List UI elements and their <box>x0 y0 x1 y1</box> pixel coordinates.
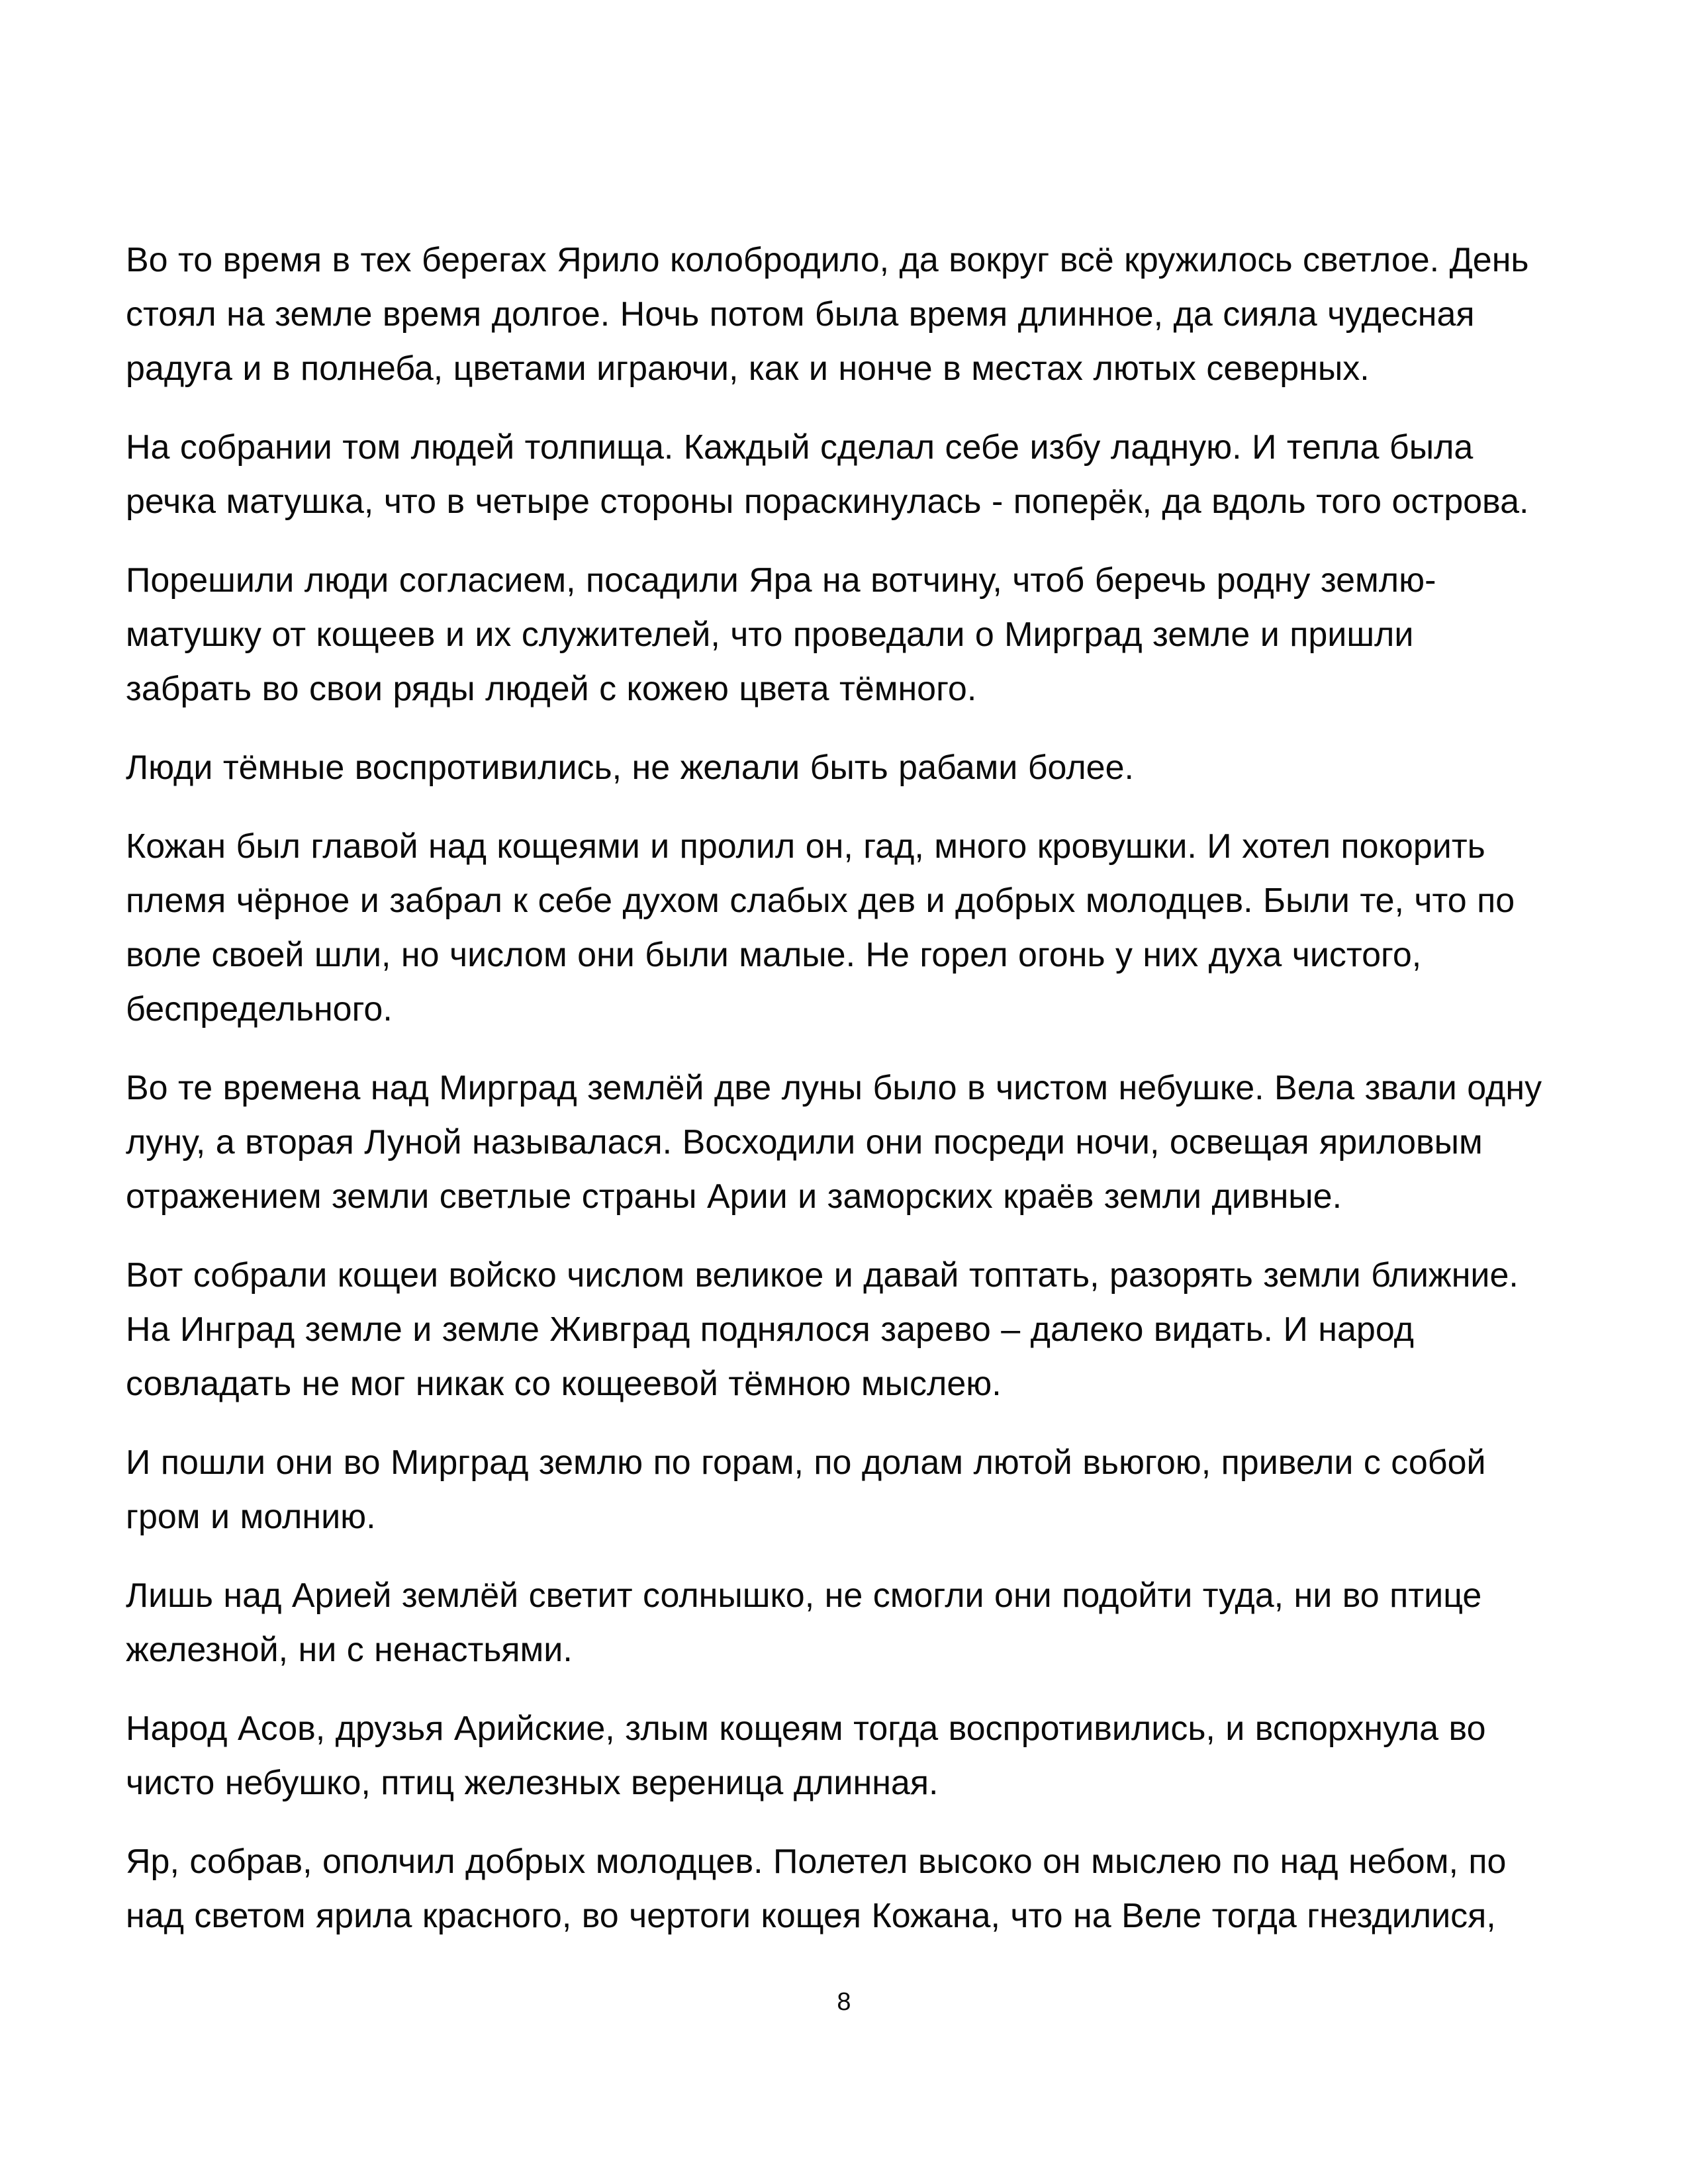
paragraph-10 <box>126 1702 1582 1810</box>
paragraph-11 <box>126 1835 1582 1943</box>
text-line: Народ Асов, друзья Арийские, злым кощеям тогда воспротивились, и вспорхнула во <box>126 1709 1486 1748</box>
page-body <box>126 233 1582 1968</box>
text-line: На собрании том людей толпища. Каждый сделал себе избу ладную. И тепла была <box>126 428 1474 467</box>
text-line: чисто небушко, птиц железных вереница длинная. <box>126 1764 939 1802</box>
text-line: матушку от кощеев и их служителей, что проведали о Мирград земле и пришли <box>126 615 1414 654</box>
paragraph-7 <box>126 1248 1582 1411</box>
paragraph-2 <box>126 420 1582 529</box>
text-line: Люди тёмные воспротивились, не желали быть рабами более. <box>126 749 1134 787</box>
paragraph-3 <box>126 553 1582 716</box>
text-line: Кожан был главой над кощеями и пролил он, гад, много кровушки. И хотел покорить <box>126 827 1485 866</box>
text-line: Вот собрали кощеи войско числом великое и давай топтать, разорять земли ближние. <box>126 1256 1519 1295</box>
text-line: Порешили люди согласием, посадили Яра на вотчину, чтоб беречь родну землю- <box>126 561 1436 600</box>
paragraph-4 <box>126 741 1582 795</box>
text-line: Во те времена над Мирград землёй две луны было в чистом небушке. Вела звали одну <box>126 1069 1542 1107</box>
text-line: железной, ни с ненастьями. <box>126 1631 573 1669</box>
text-line: забрать во свои ряды людей с кожею цвета тёмного. <box>126 670 977 708</box>
paragraph-8 <box>126 1435 1582 1544</box>
text-line: воле своей шли, но числом они были малые. Не горел огонь у них духа чистого, <box>126 936 1422 974</box>
text-line: беспредельного. <box>126 990 393 1028</box>
text-line: Лишь над Арией землёй светит солнышко, не смогли они подойти туда, ни во птице <box>126 1576 1482 1615</box>
text-line: совладать не мог никак со кощеевой тёмною мыслею. <box>126 1365 1002 1403</box>
text-line: речка матушка, что в четыре стороны пораскинулась - поперёк, да вдоль того острова. <box>126 482 1529 521</box>
text-line: На Инград земле и земле Живград поднялося зарево – далеко видать. И народ <box>126 1310 1414 1349</box>
paragraph-5 <box>126 819 1582 1036</box>
text-line: племя чёрное и забрал к себе духом слабых дев и добрых молодцев. Были те, что по <box>126 882 1515 920</box>
text-line: И пошли они во Мирград землю по горам, по долам лютой вьюгою, привели с собой <box>126 1443 1486 1482</box>
page-number: 8 <box>837 1988 851 2016</box>
paragraph-1 <box>126 233 1582 396</box>
paragraph-9 <box>126 1569 1582 1677</box>
paragraph-6 <box>126 1061 1582 1224</box>
text-line: над светом ярила красного, во чертоги кощея Кожана, что на Веле тогда гнездилися, <box>126 1897 1496 1935</box>
text-line: гром и молнию. <box>126 1498 376 1536</box>
text-line: стоял на земле время долгое. Ночь потом была время длинное, да сияла чудесная <box>126 295 1475 334</box>
text-line: радуга и в полнеба, цветами играючи, как и нонче в местах лютых северных. <box>126 349 1370 388</box>
text-line: Яр, собрав, ополчил добрых молодцев. Полетел высоко он мыслею по над небом, по <box>126 1843 1507 1881</box>
text-line: Во то время в тех берегах Ярило колобродило, да вокруг всё кружилось светлое. День <box>126 241 1529 279</box>
text-line: отражением земли светлые страны Арии и заморских краёв земли дивные. <box>126 1177 1342 1216</box>
text-line: луну, а вторая Луной называлася. Восходили они посреди ночи, освещая яриловым <box>126 1123 1483 1161</box>
